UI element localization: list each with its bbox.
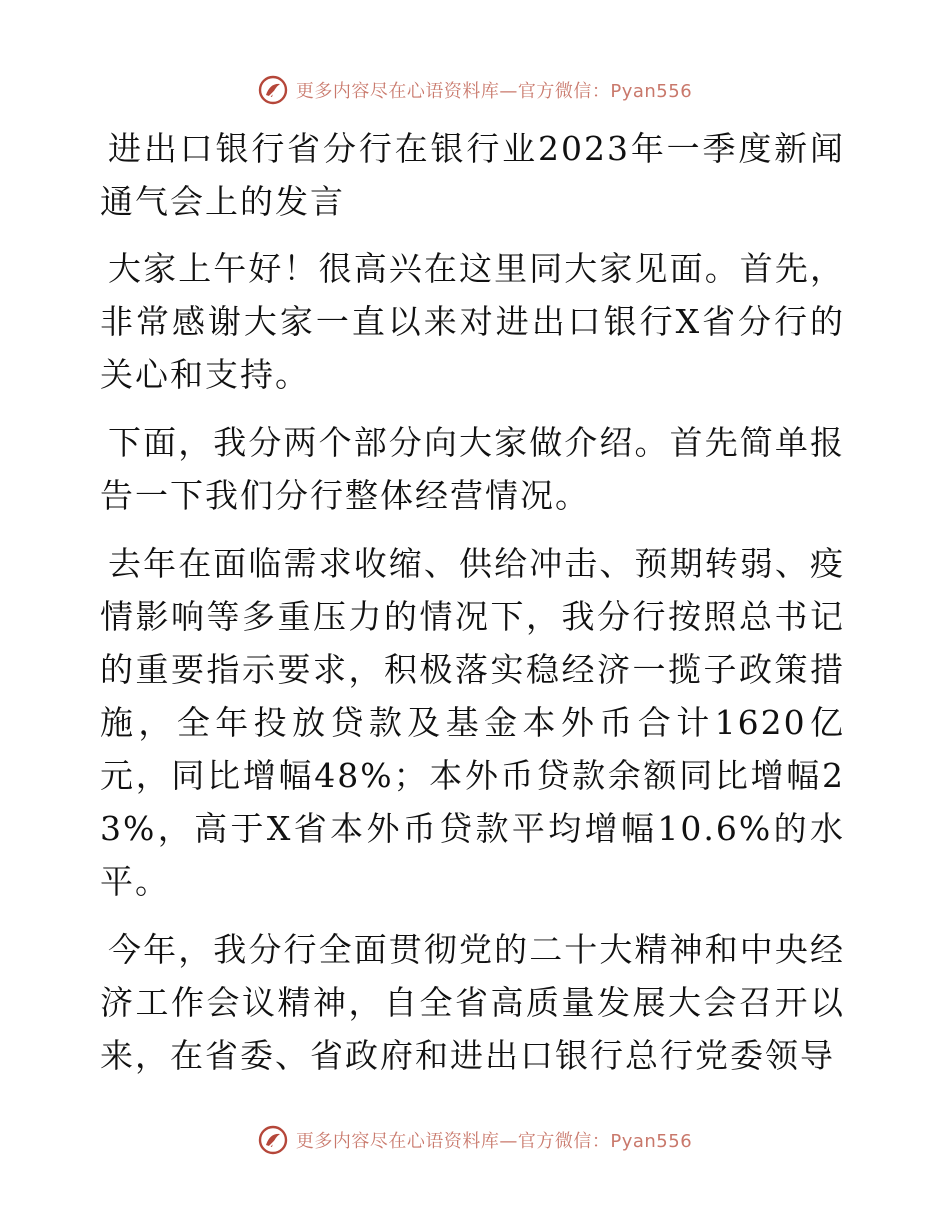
paragraph-2: 下面，我分两个部分向大家做介绍。首先简单报告一下我们分行整体经营情况。 (100, 423, 845, 515)
paragraph-1: 大家上午好！很高兴在这里同大家见面。首先，非常感谢大家一直以来对进出口银行X省分行的关心和支持。 (100, 249, 845, 394)
red-seal-logo-icon (258, 75, 288, 105)
header-watermark-text: 更多内容尽在心语资料库—官方微信：Pyan556 (295, 81, 693, 102)
footer-watermark (0, 1120, 950, 1160)
paragraph-4: 今年，我分行全面贯彻党的二十大精神和中央经济工作会议精神，自全省高质量发展大会召开以来，在省委、省政府和进出口银行总行党委领导 (100, 930, 845, 1075)
document-body (100, 122, 845, 1097)
paragraph-3: 去年在面临需求收缩、供给冲击、预期转弱、疫情影响等多重压力的情况下，我分行按照总书记的重要指示要求，积极落实稳经济一揽子政策措施，全年投放贷款及基金本外币合计1620亿元，同比增幅48%；本外币贷款余额同比增幅23%，高于X省本外币贷款平均增幅10.6%的水平。 (100, 544, 845, 901)
red-seal-logo-icon (258, 1125, 288, 1155)
document-title: 进出口银行省分行在银行业2023年一季度新闻通气会上的发言 (100, 129, 845, 221)
footer-watermark-text: 更多内容尽在心语资料库—官方微信：Pyan556 (295, 1131, 693, 1152)
header-watermark (0, 70, 950, 110)
